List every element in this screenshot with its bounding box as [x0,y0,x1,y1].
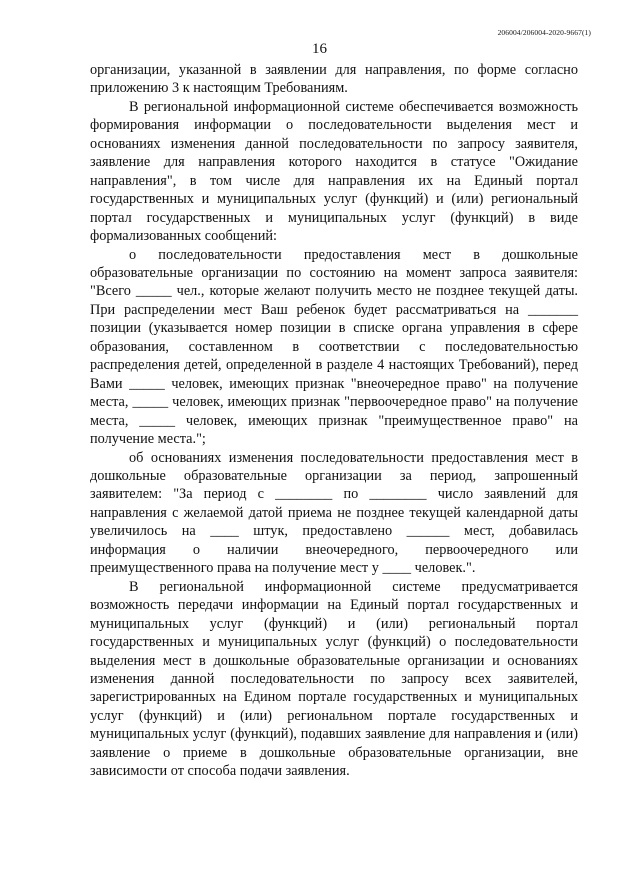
paragraph-transfer-to-portal: В региональной информационной системе предусматривается возможность передачи информации на Единый портал государственных и муниципальных услуг (функций) и (или) региональный портал государственных и муниципальных услуг (функций) о последовательности выделения мест в дошкольные образовательные организации и основаниях изменения данной последовательности по запросу всех заявителей, зарегистрированных на Едином портале государственных и муниципальных услуг (функций) и (или) региональном портале государственных и муниципальных услуг (функций), подавших заявление для направления и (или) заявление о приеме в дошкольные образовательные организации, вне зависимости от способа подачи заявления. [90,578,578,780]
paragraph-continuation: организации, указанной в заявлении для направления, по форме согласно приложению 3 к настоящим Требованиям. [90,62,578,97]
document-body [90,61,578,781]
page-number: 16 [312,41,327,57]
paragraph-grounds-for-change: об основаниях изменения последовательности предоставления мест в дошкольные образовательные организации за период, запрошенный заявителем: "За период с ________ по ________ число заявлений для направления с желаемой датой приема не позднее текущей календарной даты увеличилось на ____ штук, предоставлено ______ мест, добавилась информация о наличии внеочередного, первоочередного или преимущественного права на получение мест у ____ человек.". [90,449,578,577]
paragraph-regional-system-sequence: В региональной информационной системе обеспечивается возможность формирования информации о последовательности выделения мест и основаниях изменения данной последовательности по запросу заявителя, заявление для направления которого находится в статусе "Ожидание направления", в том числе для направления их на Единый портал государственных и муниципальных услуг (функций) и (или) региональный портал государственных и муниципальных услуг (функций) в виде формализованных сообщений: [90,98,578,245]
document-id: 206004/206004-2020-9667(1) [497,28,591,37]
paragraph-sequence-of-places: о последовательности предоставления мест в дошкольные образовательные организации по состоянию на момент запроса заявителя: "Всего _____ чел., которые желают получить место не позднее текущей даты. При распределении мест Ваш ребенок будет рассматриваться на _______ позиции (указывается номер позиции в списке органа управления в сфере образования, составленном в соответствии с последовательностью распределения детей, определенной в разделе 4 настоящих Требований), перед Вами _____ человек, имеющих признак "внеочередное право" на получение места, _____ человек, имеющих признак "первоочередное право" на получение места, _____ человек, имеющих признак "преимущественное право" на получение места."; [90,246,578,448]
